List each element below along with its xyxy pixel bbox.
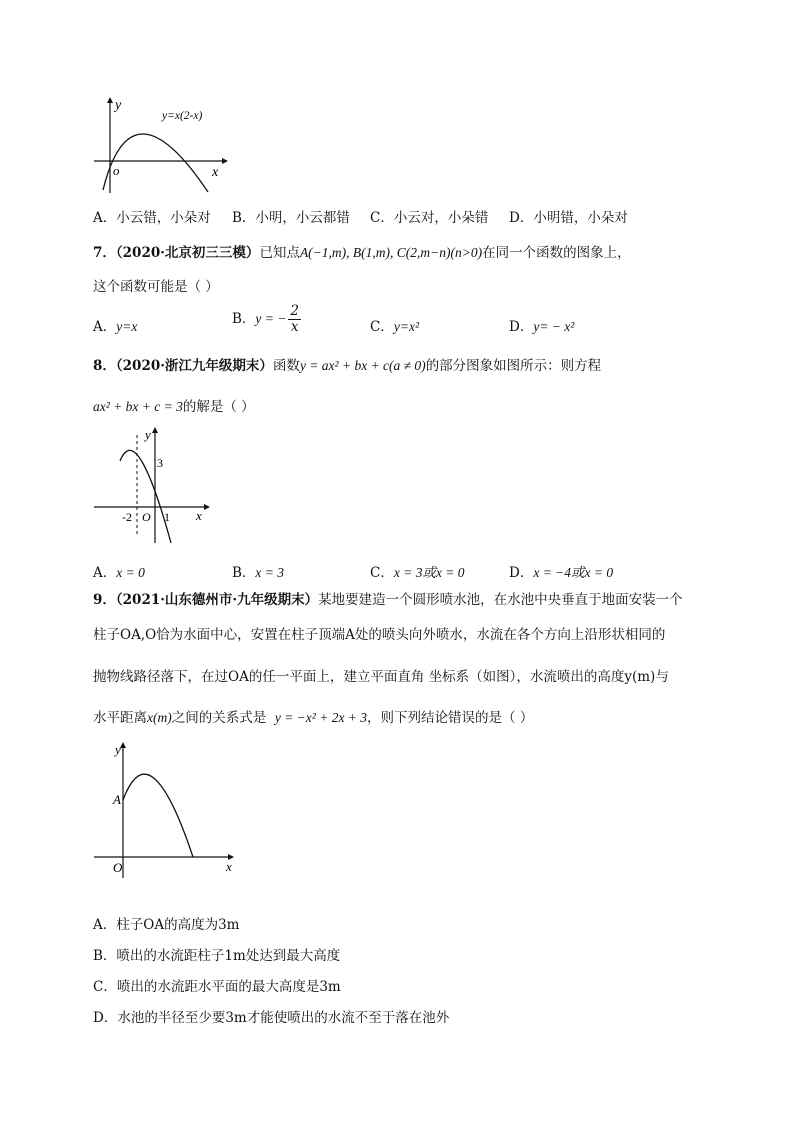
q8-y-label: y: [145, 427, 151, 442]
q9-option-a[interactable]: A．柱子OA的高度为3m: [93, 917, 240, 933]
q9-line4e: ，则下列结论错误的是（ ）: [367, 710, 534, 726]
q6-o-label: o: [113, 163, 120, 178]
q8-number: 8．: [93, 358, 116, 374]
q8-o-label: O: [142, 510, 151, 524]
q9-y-arrow: [120, 742, 126, 748]
q8-text3: 的解是（ ）: [182, 399, 255, 415]
q6-option-d[interactable]: D．小明错，小朵对: [509, 210, 628, 226]
q7-option-a[interactable]: A．y=x: [93, 319, 138, 335]
q6-graph: [90, 95, 230, 195]
q8-y-arrow: [152, 427, 158, 433]
q9-parabola: [123, 774, 193, 857]
q7-text1: 已知点: [259, 245, 300, 261]
q9-y-label: y: [115, 742, 121, 757]
q7-text2: 在同一个函数的图象上，: [482, 245, 631, 261]
q8-graph: [90, 425, 215, 550]
q6-y-label: y: [115, 98, 122, 113]
q9-graph: [90, 738, 250, 883]
q7-fraction: $\frac{2}{x}$: [290, 303, 299, 335]
q9-o-label: O: [113, 860, 123, 875]
q7-option-d[interactable]: D．y= − x²: [509, 319, 575, 335]
q8-option-b[interactable]: B．x = 3: [232, 565, 285, 581]
q9-x-label: x: [226, 859, 232, 874]
q8-option-d[interactable]: D．x = −4或x = 0: [509, 565, 614, 581]
q6-y-arrow: [107, 97, 113, 103]
q8-function: y = ax² + bx + c(a ≠ 0): [299, 358, 426, 373]
q6-option-c[interactable]: C．小云对，小朵错: [370, 210, 489, 226]
q9-option-b[interactable]: B．喷出的水流距柱子1m处达到最大高度: [93, 948, 341, 964]
q9-option-d[interactable]: D．水池的半径至少要3m才能使喷出的水流不至于落在池外: [93, 1010, 450, 1026]
q8-text1: 函数: [272, 358, 300, 374]
q8-x-arrow: [204, 504, 210, 510]
q6-x-label: x: [212, 165, 219, 180]
q9-line1: 某地要建造一个圆形喷水池，在水池中央垂直于地面安装一个: [318, 592, 683, 608]
q9-option-c[interactable]: C．喷出的水流距水平面的最大高度是3m: [93, 979, 341, 995]
q8-source: （2020·浙江九年级期末）: [115, 358, 273, 374]
q8-option-a[interactable]: A．x = 0: [93, 565, 145, 581]
q7-option-b[interactable]: B．y = − $\frac{2}{x}$: [232, 303, 299, 335]
q9-source: （2021·山东德州市·九年级期末）: [115, 592, 319, 608]
q8-equation: ax² + bx + c = 3: [93, 399, 183, 414]
q8-x-label: x: [196, 508, 202, 523]
q8-text2: 的部分图象如图所示：则方程: [425, 358, 602, 374]
q9-line4a: 水平距离: [93, 710, 147, 726]
q8-one-label: 1: [164, 510, 170, 524]
q8-neg2-label: -2: [122, 510, 132, 524]
q9-line3: 抛物线路径落下，在过OA的任一平面上，建立平面直角 坐标系（如图），水流喷出的高度y(m)与: [93, 669, 669, 685]
q9-line2: 柱子OA,O恰为水面中心，安置在柱子顶端A处的喷头向外喷水，水流在各个方向上沿形状相同的: [93, 627, 666, 643]
q9-line4d: y = −x² + 2x + 3: [274, 710, 368, 725]
q8-parabola: [120, 450, 171, 543]
q7-option-c[interactable]: C．y=x²: [370, 319, 419, 335]
q9-line4b: x(m): [147, 710, 172, 725]
q8-three-label: 3: [157, 456, 163, 470]
q6-curve-label: y=x(2-x): [162, 110, 203, 122]
q9-number: 9．: [93, 592, 116, 608]
q7-points: A(−1,m), B(1,m), C(2,m−n)(n>0): [299, 245, 483, 260]
q7-line2: 这个函数可能是（ ）: [93, 279, 219, 295]
q6-option-a[interactable]: A．小云错，小朵对: [93, 210, 211, 226]
q6-x-arrow: [222, 158, 228, 164]
q9-a-label: A: [113, 792, 121, 807]
q7-source: （2020·北京初三三模）: [115, 245, 260, 261]
q8-option-c[interactable]: C．x = 3或x = 0: [370, 565, 465, 581]
q6-option-b[interactable]: B．小明，小云都错: [232, 210, 350, 226]
q9-line4c: 之间的关系式是: [171, 710, 267, 726]
q7-number: 7．: [93, 245, 116, 261]
